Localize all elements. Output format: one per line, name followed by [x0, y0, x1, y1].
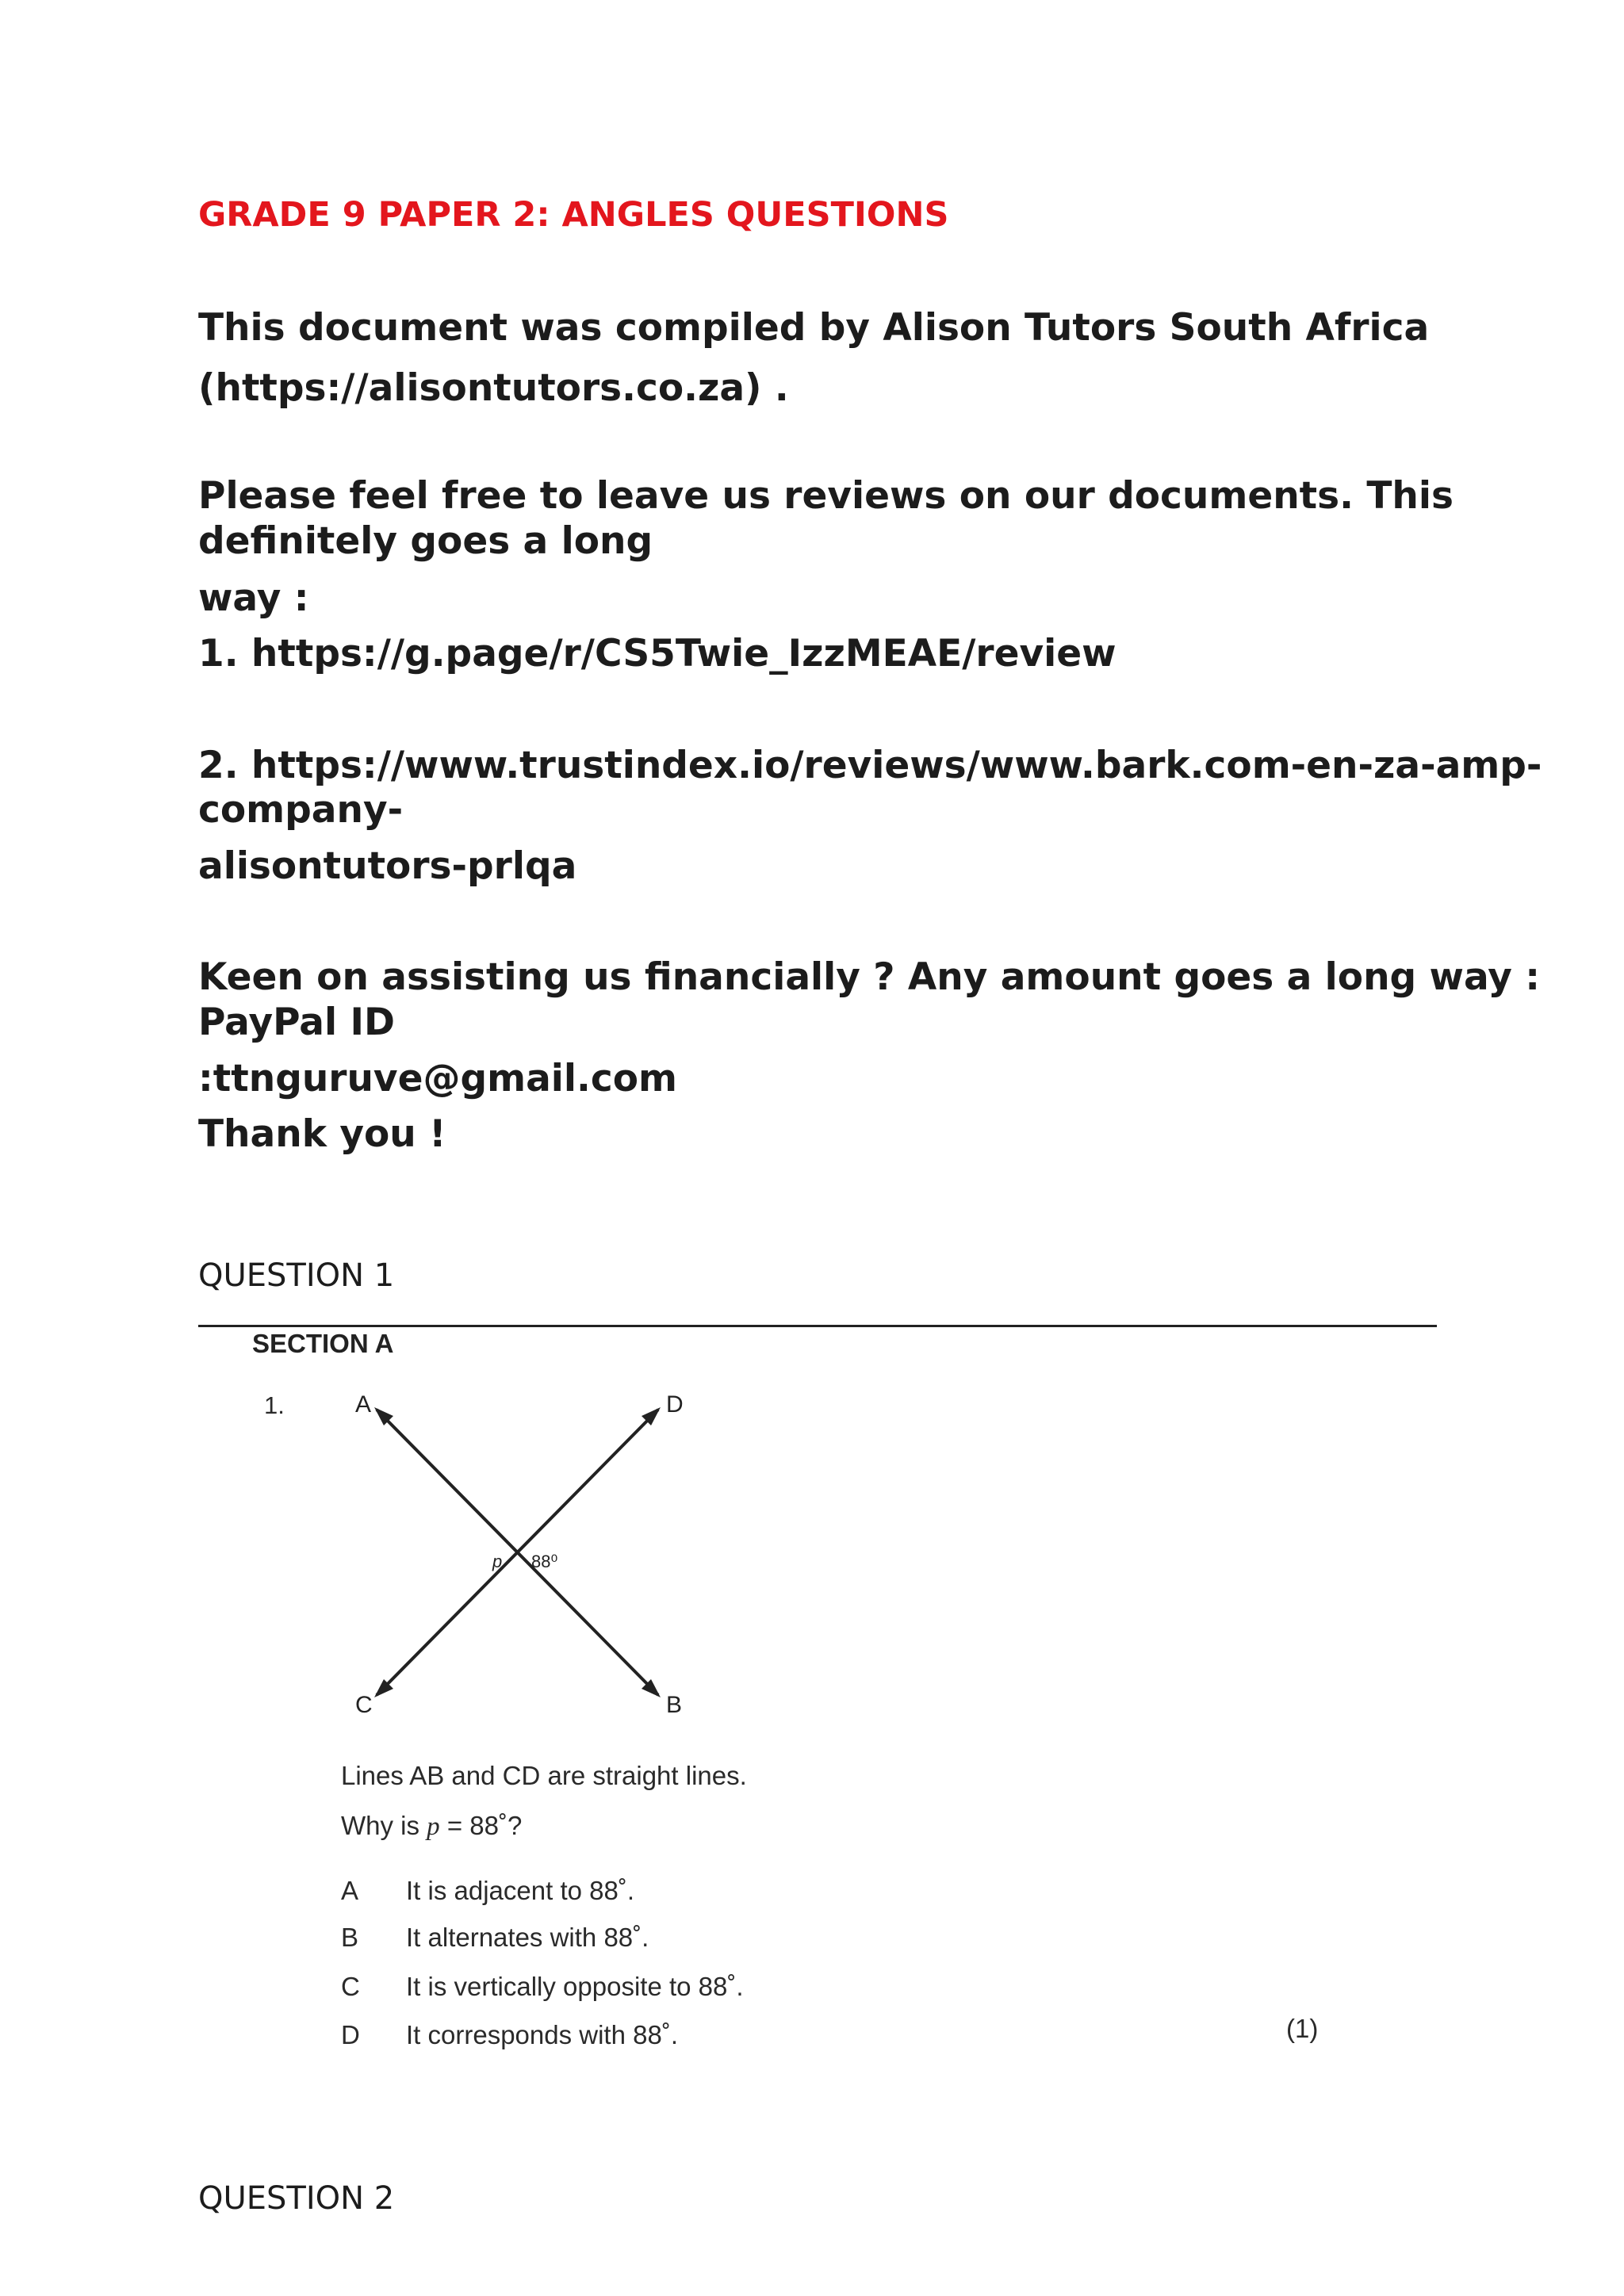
option-letter: D [341, 2020, 360, 2049]
option-letter: B [341, 1923, 359, 1952]
angle-88-label: 88⁰ [531, 1552, 558, 1571]
document-title: GRADE 9 PAPER 2: ANGLES QUESTIONS [198, 195, 949, 235]
intro-line-1: This document was compiled by Alison Tutors South Africa [198, 306, 1430, 350]
question-number: 1. [264, 1391, 285, 1419]
question-prompt: Why is p = 88˚? [341, 1811, 523, 1841]
label-c: C [355, 1692, 373, 1718]
review-link-2-line-3[interactable]: alisontutors-prlqa [198, 844, 577, 888]
option-text: It alternates with 88˚. [406, 1923, 649, 1952]
crossing-lines-diagram [333, 1380, 706, 1736]
reviews-line-1: Please feel free to leave us reviews on our documents. This [198, 474, 1454, 518]
question-marks: (1) [1286, 2014, 1319, 2043]
section-a-heading: SECTION A [252, 1329, 394, 1358]
section-divider [198, 1325, 1437, 1327]
question-1-heading: QUESTION 1 [198, 1257, 395, 1294]
label-a: A [355, 1391, 372, 1418]
review-link-1[interactable]: 1. https://g.page/r/CS5Twie_IzzMEAE/review [198, 632, 1116, 675]
question-2-heading: QUESTION 2 [198, 2180, 395, 2217]
review-link-2-line-1[interactable]: 2. https://www.trustindex.io/reviews/www.bark.com-en-za-amp- [198, 744, 1542, 787]
support-line-4: Thank you ! [198, 1112, 446, 1156]
option-letter: C [341, 1972, 360, 2001]
paypal-email[interactable]: :ttnguruve@gmail.com [198, 1057, 677, 1100]
question-statement: Lines AB and CD are straight lines. [341, 1761, 747, 1790]
support-line-2: PayPal ID [198, 1001, 395, 1044]
angle-p-label: p [492, 1552, 503, 1571]
option-text: It corresponds with 88˚. [406, 2020, 678, 2049]
option-letter: A [341, 1876, 359, 1905]
intro-line-2[interactable]: (https://alisontutors.co.za) . [198, 366, 789, 410]
reviews-line-2: definitely goes a long [198, 519, 653, 563]
prompt-variable: p [427, 1812, 440, 1841]
option-text: It is vertically opposite to 88˚. [406, 1972, 744, 2001]
label-b: B [666, 1692, 683, 1718]
review-link-2-line-2[interactable]: company- [198, 788, 404, 832]
option-text: It is adjacent to 88˚. [406, 1876, 634, 1905]
reviews-line-3: way : [198, 576, 309, 620]
label-d: D [666, 1391, 684, 1418]
support-line-1: Keen on assisting us financially ? Any amount goes a long way : [198, 955, 1541, 999]
